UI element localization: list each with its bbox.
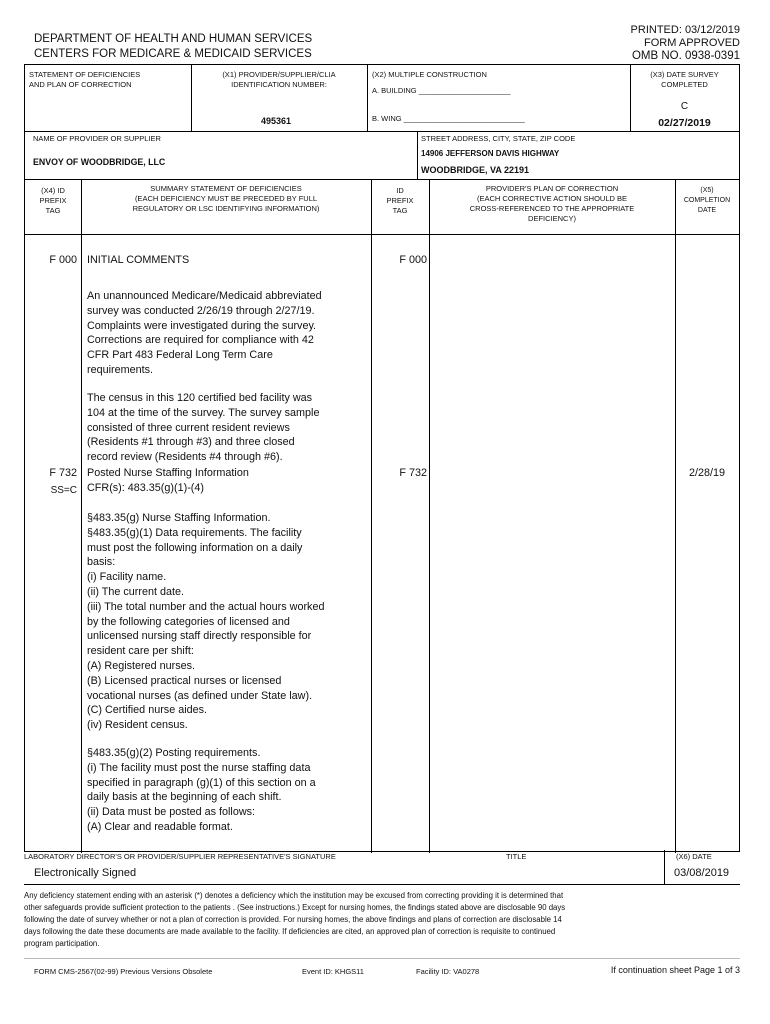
omb-number: OMB NO. 0938-0391 xyxy=(631,50,740,62)
survey-letter: C xyxy=(680,101,689,112)
signature-date: 03/08/2019 xyxy=(674,867,730,879)
survey-paragraph: An unannounced Medicare/Medicaid abbreviated survey was conducted 2/26/19 through 2/27/19. Complaints were investigated during the survey. Corrections are required for compliance with 42 CFR Part 483 Federal Long Term Care requirements. xyxy=(87,290,322,376)
tag-f000: F 000 xyxy=(49,254,77,266)
street-address: 14906 JEFFERSON DAVIS HIGHWAY xyxy=(421,149,560,158)
signature-date-label: (X6) DATE xyxy=(676,852,712,861)
centers-name: CENTERS FOR MEDICARE & MEDICAID SERVICES xyxy=(34,48,312,60)
x1-label: (X1) PROVIDER/SUPPLIER/CLIA IDENTIFICATION NUMBER: xyxy=(222,70,336,89)
address-label: STREET ADDRESS, CITY, STATE, ZIP CODE xyxy=(421,134,576,143)
plan-header: PROVIDER'S PLAN OF CORRECTION (EACH CORRECTIVE ACTION SHOULD BE CROSS-REFERENCED TO THE APPROPRIATE DEFICIENCY) xyxy=(469,184,635,223)
provider-name: ENVOY OF WOODBRIDGE, LLC xyxy=(33,157,166,167)
form-number: FORM CMS-2567(02-99) Previous Versions Obsolete xyxy=(34,967,213,976)
staffing-information-paragraph: §483.35(g) Nurse Staffing Information. §483.35(g)(1) Data requirements. The facility must post the following information on a daily basis: (i) Facility name. (ii) The current date. (iii) The total number and the actual hours worked by the following categories of licensed and unlicensed nursing staff directly responsible for resident care per shift: (A) Registered nurses. (B) Licensed practical nurses or licensed vocational nurses (as defined under State law). (C) Certified nurse aides. (iv) Resident census. xyxy=(87,512,325,732)
form-approved: FORM APPROVED xyxy=(644,37,740,49)
printed-date: PRINTED: 03/12/2019 xyxy=(630,24,740,36)
tag-f732: F 732 xyxy=(49,467,77,479)
page-number: If continuation sheet Page 1 of 3 xyxy=(610,965,740,975)
building-label: A. BUILDING ______________________ xyxy=(372,86,511,95)
id-f732: F 732 xyxy=(399,467,427,479)
provider-id: 495361 xyxy=(261,116,292,126)
title-label: TITLE xyxy=(506,852,527,861)
deficiency-form xyxy=(24,64,740,852)
initial-comments-title: INITIAL COMMENTS xyxy=(87,254,190,266)
event-id: Event ID: KHGS11 xyxy=(302,967,364,976)
x3-label: (X3) DATE SURVEY COMPLETED xyxy=(650,70,719,89)
department-name: DEPARTMENT OF HEALTH AND HUMAN SERVICES xyxy=(34,33,313,45)
wing-label: B. WING _____________________________ xyxy=(372,114,525,123)
id-f000: F 000 xyxy=(399,254,427,266)
provider-name-label: NAME OF PROVIDER OR SUPPLIER xyxy=(33,134,161,143)
staffing-title: Posted Nurse Staffing Information CFR(s): 483.35(g)(1)-(4) xyxy=(87,467,249,494)
signature-label: LABORATORY DIRECTOR'S OR PROVIDER/SUPPLIER REPRESENTATIVE'S SIGNATURE xyxy=(24,852,336,861)
department-header xyxy=(34,32,312,62)
city-state-zip: WOODBRIDGE, VA 22191 xyxy=(421,165,530,175)
posting-requirements-paragraph: §483.35(g)(2) Posting requirements. (i) The facility must post the nurse staffing data specified in paragraph (g)(1) of this section on a daily basis at the beginning of each shift. (ii) Data must be posted as follows: (A) Clear and readable format. xyxy=(87,747,316,833)
electronic-signature: Electronically Signed xyxy=(34,867,137,879)
scope-severity: SS=C xyxy=(50,485,77,496)
id-header: ID PREFIX TAG xyxy=(386,186,414,215)
survey-date: 02/27/2019 xyxy=(658,117,711,129)
x4-header: (X4) ID PREFIX TAG xyxy=(39,186,67,215)
statement-label: STATEMENT OF DEFICIENCIES AND PLAN OF CORRECTION xyxy=(29,70,141,89)
print-info xyxy=(631,24,740,63)
summary-header: SUMMARY STATEMENT OF DEFICIENCIES (EACH DEFICIENCY MUST BE PRECEDED BY FULL REGULATORY OR LSC IDENTIFYING INFORMATION) xyxy=(132,184,320,213)
completion-date: 2/28/19 xyxy=(688,467,726,479)
disclaimer: Any deficiency statement ending with an asterisk (*) denotes a deficiency which the institution may be excused from correcting providing it is determined that other safeguards provide sufficient protection to the patients . (See instructions.) Except for nursing homes, the findings stated above are disclosable 90 days following the date of survey whether or not a plan of correction is provided. For nursing homes, the above findings and plans of correction are disclosable 14 days following the date these documents are made available to the facility. If deficiencies are cited, an approved plan of correction is requisite to continued program participation. xyxy=(24,891,566,948)
facility-id: Facility ID: VA0278 xyxy=(416,967,480,976)
census-paragraph: The census in this 120 certified bed facility was 104 at the time of the survey. The survey sample consisted of three current resident reviews (Residents #1 through #3) and three closed record review (Residents #4 through #6). xyxy=(87,392,320,464)
x2-label: (X2) MULTIPLE CONSTRUCTION xyxy=(372,70,487,79)
x5-header: (X5) COMPLETION DATE xyxy=(683,187,731,214)
